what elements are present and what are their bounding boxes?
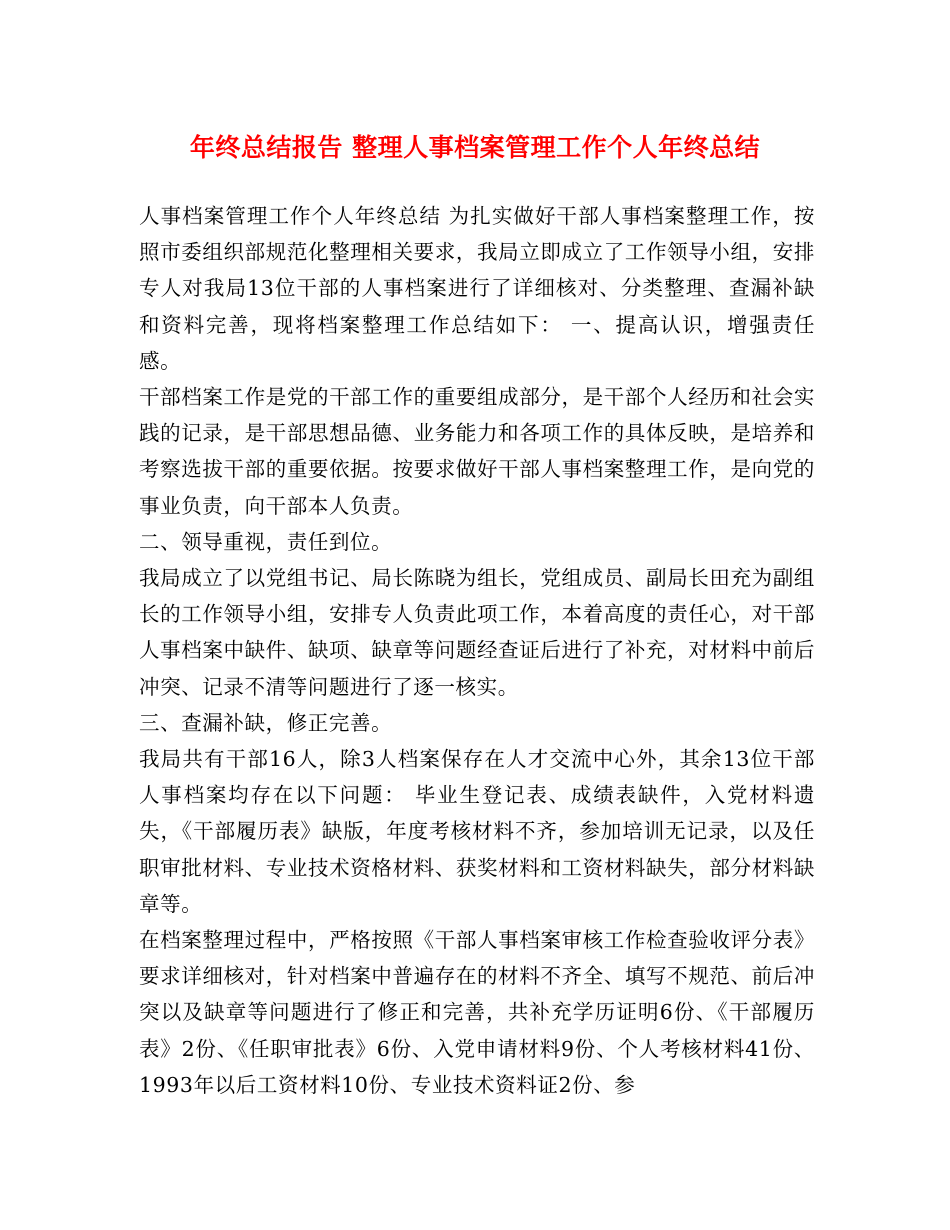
- paragraph-importance: 干部档案工作是党的干部工作的重要组成部分，是干部个人经历和社会实践的记录，是干部思想品德、业务能力和各项工作的具体反映，是培养和考察选拔干部的重要依据。按要求做好干部人事档案整理工作，是向党的事业负责，向干部本人负责。: [139, 385, 815, 518]
- section-heading-fill-gaps: 三、查漏补缺，修正完善。: [139, 710, 393, 735]
- paragraph-intro: 人事档案管理工作个人年终总结 为扎实做好干部人事档案整理工作，按照市委组织部规范化整理相关要求，我局立即成立了工作领导小组，安排专人对我局13位干部的人事档案进行了详细核对、分类整理、查漏补缺和资料完善，现将档案整理工作总结如下： 一、提高认识，增强责任感。: [139, 204, 815, 373]
- document-body: [139, 198, 815, 1103]
- paragraph-leadership: 我局成立了以党组书记、局长陈晓为组长，党组成员、副局长田充为副组长的工作领导小组，安排专人负责此项工作，本着高度的责任心，对干部人事档案中缺件、缺项、缺章等问题经查证后进行了补充，对材料中前后冲突、记录不清等问题进行了逐一核实。: [139, 566, 815, 699]
- paragraph-process: 在档案整理过程中，严格按照《干部人事档案审核工作检查验收评分表》要求详细核对，针对档案中普遍存在的材料不齐全、填写不规范、前后冲突以及缺章等问题进行了修正和完善，共补充学历证明6份、《干部履历表》2份、《任职审批表》6份、入党申请材料9份、个人考核材料41份、1993年以后工资材料10份、专业技术资料证2份、参: [139, 928, 815, 1097]
- paragraph-problems: 我局共有干部16人，除3人档案保存在人才交流中心外，其余13位干部人事档案均存在以下问题： 毕业生登记表、成绩表缺件，入党材料遗失，《干部履历表》缺版，年度考核材料不齐，参加培训无记录，以及任职审批材料、专业技术资格材料、获奖材料和工资材料缺失，部分材料缺章等。: [139, 747, 815, 916]
- section-heading-leadership: 二、领导重视，责任到位。: [139, 529, 393, 554]
- document-title: 年终总结报告 整理人事档案管理工作个人年终总结: [189, 133, 761, 162]
